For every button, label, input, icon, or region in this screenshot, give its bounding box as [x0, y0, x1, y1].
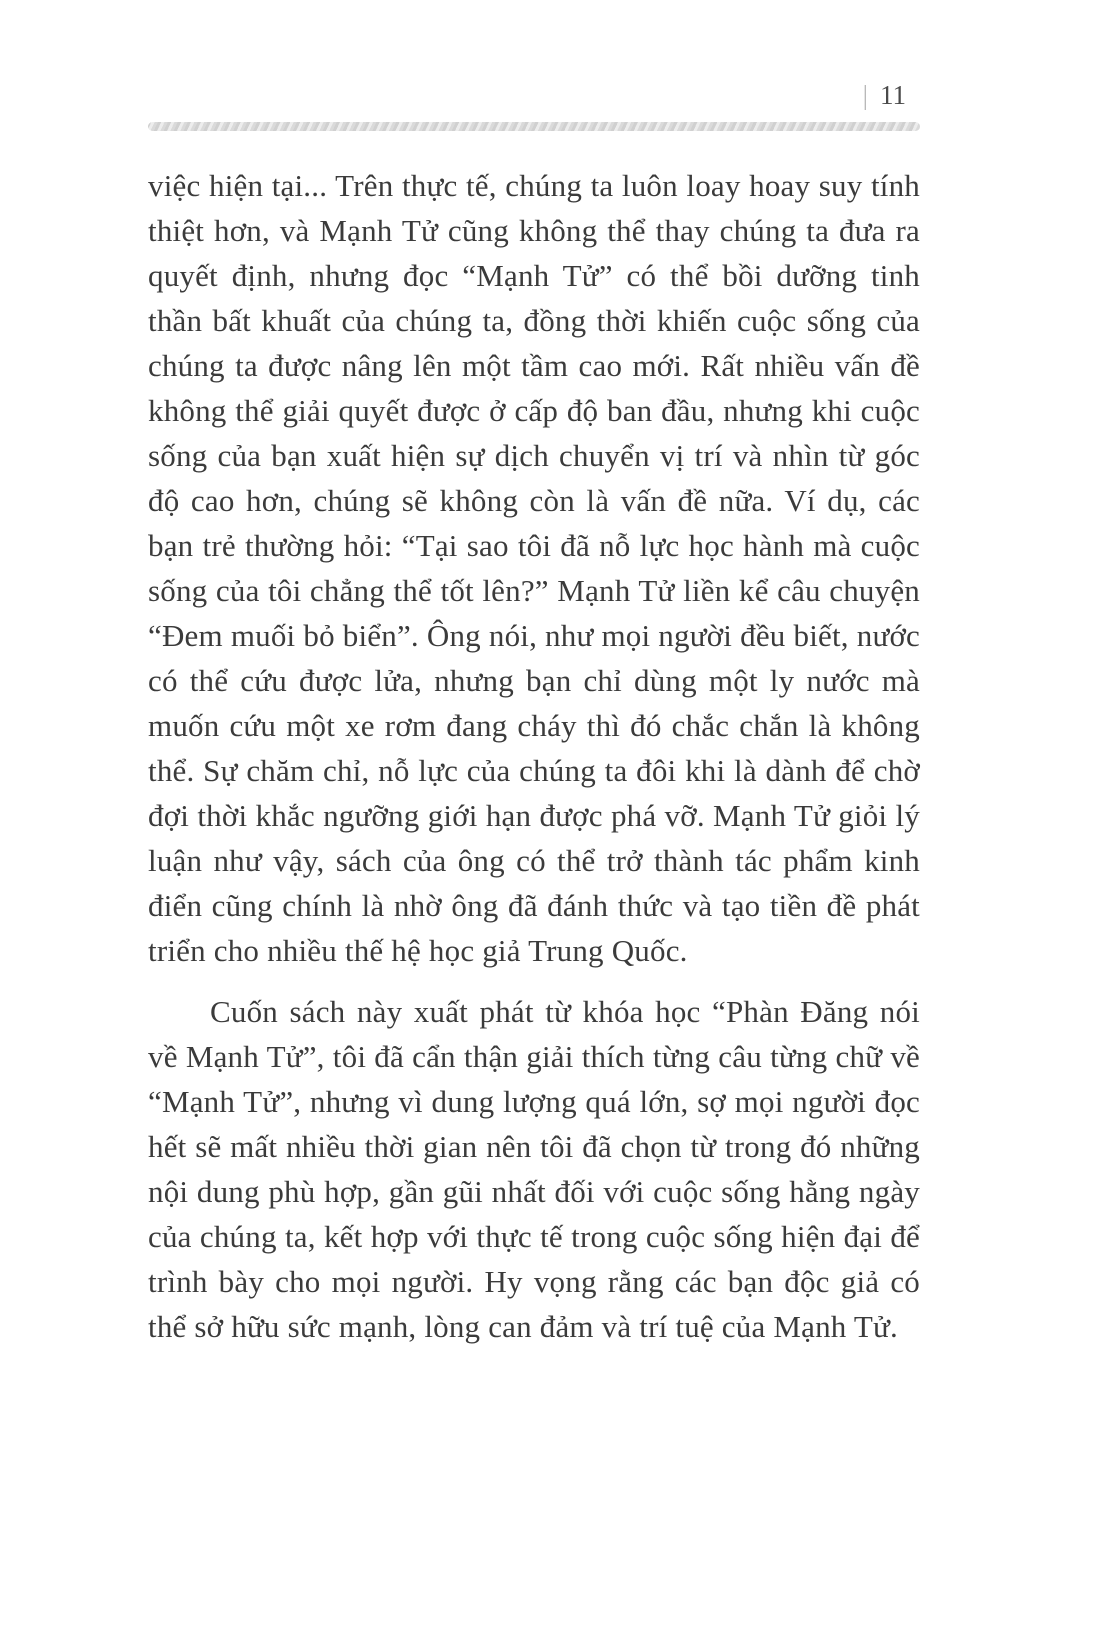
paragraph: việc hiện tại... Trên thực tế, chúng ta luôn loay hoay suy tính thiệt hơn, và Mạnh Tử cũng không thể thay chúng ta đưa ra quyết định, nhưng đọc “Mạnh Tử” có thể bồi dưỡng tinh thần bất khuất của chúng ta, đồng thời khiến cuộc sống của chúng ta được nâng lên một tầm cao mới. Rất nhiều vấn đề không thể giải quyết được ở cấp độ ban đầu, nhưng khi cuộc sống của bạn xuất hiện sự dịch chuyển vị trí và nhìn từ góc độ cao hơn, chúng sẽ không còn là vấn đề nữa. Ví dụ, các bạn trẻ thường hỏi: “Tại sao tôi đã nỗ lực học hành mà cuộc sống của tôi chẳng thể tốt lên?” Mạnh Tử liền kể câu chuyện “Đem muối bỏ biển”. Ông nói, như mọi người đều biết, nước có thể cứu được lửa, nhưng bạn chỉ dùng một ly nước mà muốn cứu một xe rơm đang cháy thì đó chắc chắn là không thể. Sự chăm chỉ, nỗ lực của chúng ta đôi khi là dành để chờ đợi thời khắc ngưỡng giới hạn được phá vỡ. Mạnh Tử giỏi lý luận như vậy, sách của ông có thể trở thành tác phẩm kinh điển cũng chính là nhờ ông đã đánh thức và tạo tiền đề phát triển cho nhiều thế hệ học giả Trung Quốc.: [148, 168, 920, 968]
page-number-separator: |: [862, 80, 868, 110]
ornament-divider: [148, 122, 920, 131]
page-header: [0, 0, 1119, 131]
page-number-value: 11: [880, 80, 906, 110]
paragraph: Cuốn sách này xuất phát từ khóa học “Phàn Đăng nói về Mạnh Tử”, tôi đã cẩn thận giải thích từng câu từng chữ về “Mạnh Tử”, nhưng vì dung lượng quá lớn, sợ mọi người đọc hết sẽ mất nhiều thời gian nên tôi đã chọn từ trong đó những nội dung phù hợp, gần gũi nhất đối với cuộc sống hằng ngày của chúng ta, kết hợp với thực tế trong cuộc sống hiện đại để trình bày cho mọi người. Hy vọng rằng các bạn độc giả có thể sở hữu sức mạnh, lòng can đảm và trí tuệ của Mạnh Tử.: [148, 994, 920, 1344]
page-number: [148, 80, 920, 110]
page-body-text: [0, 131, 1119, 1349]
